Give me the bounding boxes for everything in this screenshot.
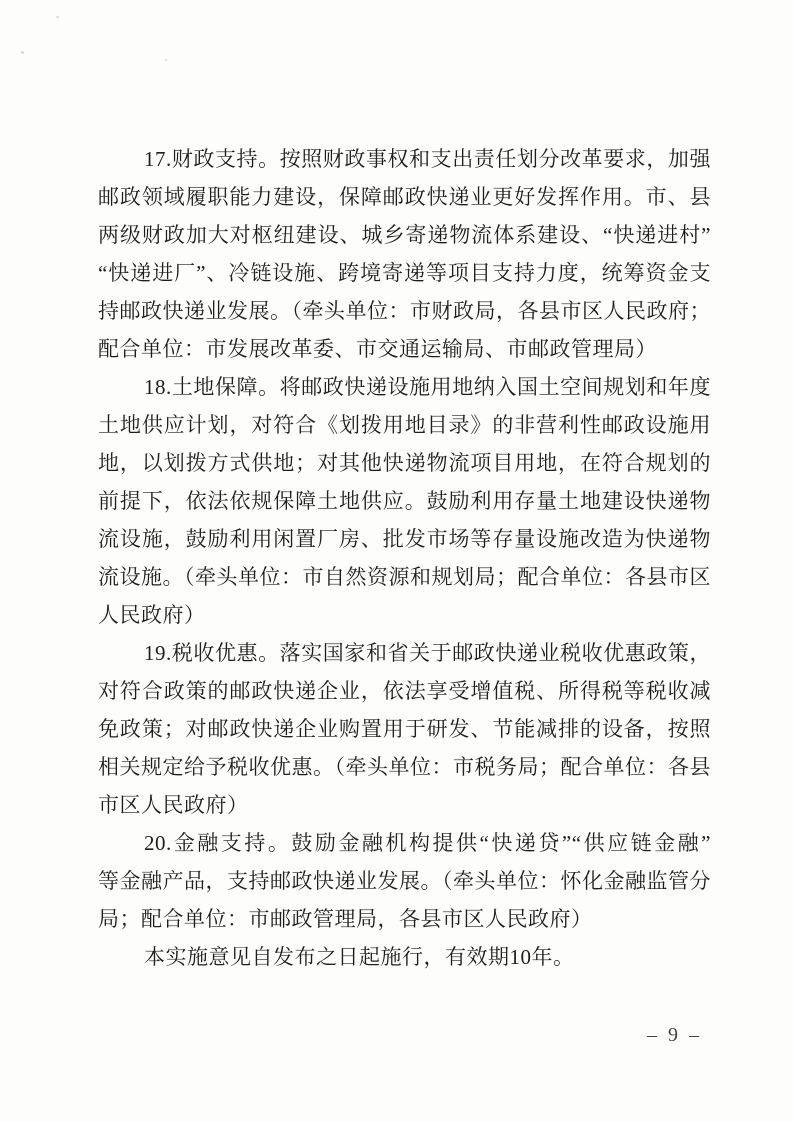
- text-line: 本实施意见自发布之日起施行，有效期10年。: [144, 945, 575, 969]
- text-line: 持邮政快递业发展。（牵头单位：市财政局，各县市区人民政府；: [98, 299, 711, 323]
- text-line: 免政策；对邮政快递企业购置用于研发、节能减排的设备，按照: [98, 717, 711, 741]
- text-line: 市区人民政府）: [98, 793, 249, 817]
- scan-speck: [56, 16, 59, 18]
- text-line: 两级财政加大对枢纽建设、城乡寄递物流体系建设、“快递进村”: [98, 223, 711, 247]
- text-line: 邮政领域履职能力建设，保障邮政快递业更好发挥作用。市、县: [98, 185, 711, 209]
- text-line: 流设施，鼓励利用闲置厂房、批发市场等存量设施改造为快递物: [98, 527, 711, 551]
- text-line: 相关规定给予税收优惠。（牵头单位：市税务局；配合单位：各县: [98, 755, 711, 779]
- text-line: 等金融产品，支持邮政快递业发展。（牵头单位：怀化金融监管分: [98, 869, 711, 893]
- text-line: 人民政府）: [98, 603, 206, 627]
- text-line: 20.金融支持。鼓励金融机构提供“快递贷”“供应链金融”: [144, 831, 711, 855]
- page-number: – 9 –: [647, 1024, 699, 1046]
- paragraph-17: [98, 140, 711, 368]
- text-line: 局；配合单位：市邮政管理局，各县市区人民政府）: [98, 907, 593, 931]
- text-line: “快递进厂”、冷链设施、跨境寄递等项目支持力度，统筹资金支: [98, 261, 711, 285]
- text-line: 19.税收优惠。落实国家和省关于邮政快递业税收优惠政策，: [144, 641, 711, 665]
- paragraph-18: [98, 368, 711, 634]
- text-line: 18.土地保障。将邮政快递设施用地纳入国土空间规划和年度: [144, 375, 711, 399]
- text-line: 对符合政策的邮政快递企业，依法享受增值税、所得税等税收减: [98, 679, 711, 703]
- paragraph-closing: [98, 938, 711, 976]
- text-line: 17.财政支持。按照财政事权和支出责任划分改革要求，加强: [144, 147, 711, 171]
- text-line: 土地供应计划，对符合《划拨用地目录》的非营利性邮政设施用: [98, 413, 711, 437]
- scan-speck: [21, 51, 24, 54]
- text-line: 流设施。（牵头单位：市自然资源和规划局；配合单位：各县市区: [98, 565, 711, 589]
- paragraph-20: [98, 824, 711, 938]
- document-body: [98, 140, 711, 976]
- text-line: 配合单位：市发展改革委、市交通运输局、市邮政管理局）: [98, 337, 657, 361]
- text-line: 地，以划拨方式供地；对其他快递物流项目用地，在符合规划的: [98, 451, 711, 475]
- scan-speck: [165, 59, 167, 61]
- paragraph-19: [98, 634, 711, 824]
- text-line: 前提下，依法依规保障土地供应。鼓励利用存量土地建设快递物: [98, 489, 711, 513]
